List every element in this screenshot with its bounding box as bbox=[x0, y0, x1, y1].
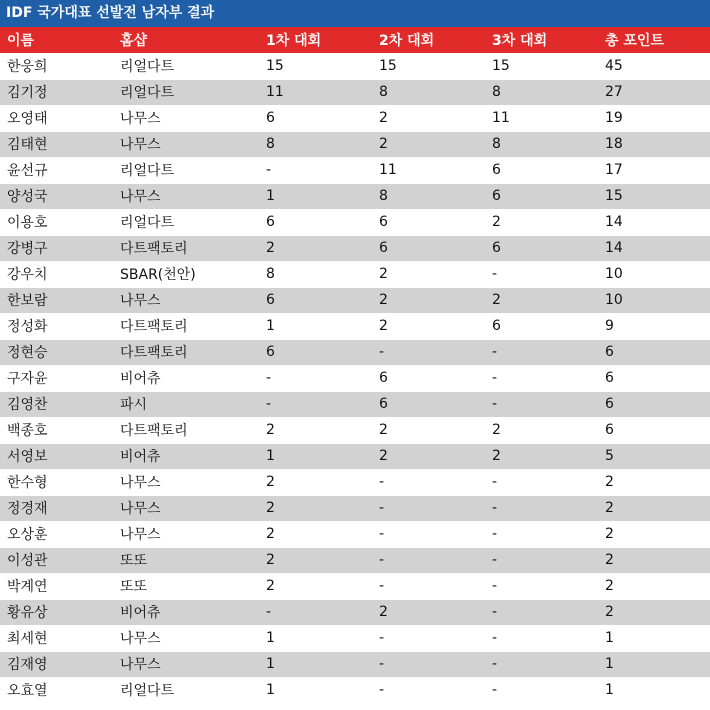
table-row bbox=[0, 183, 710, 209]
total-points-cell: 10 bbox=[598, 287, 710, 313]
round-2-points-cell: 2 bbox=[372, 105, 485, 131]
table-row bbox=[0, 261, 710, 287]
player-name-cell: 강우치 bbox=[0, 261, 113, 287]
home-shop-cell: 다트팩토리 bbox=[113, 417, 259, 443]
player-name-cell: 강병구 bbox=[0, 235, 113, 261]
home-shop-cell: 리얼다트 bbox=[113, 209, 259, 235]
player-name-cell: 김영찬 bbox=[0, 391, 113, 417]
round-3-points-cell: 11 bbox=[485, 105, 598, 131]
column-header-total-points: 총 포인트 bbox=[598, 27, 710, 53]
round-1-points-cell: 6 bbox=[259, 287, 372, 313]
player-name-cell: 양성국 bbox=[0, 183, 113, 209]
total-points-cell: 6 bbox=[598, 391, 710, 417]
round-2-points-cell: 2 bbox=[372, 313, 485, 339]
round-2-points-cell: - bbox=[372, 573, 485, 599]
round-3-points-cell: - bbox=[485, 365, 598, 391]
round-3-points-cell: 6 bbox=[485, 235, 598, 261]
home-shop-cell: 나무스 bbox=[113, 495, 259, 521]
player-name-cell: 오상훈 bbox=[0, 521, 113, 547]
round-2-points-cell: - bbox=[372, 469, 485, 495]
round-3-points-cell: - bbox=[485, 339, 598, 365]
round-2-points-cell: - bbox=[372, 651, 485, 677]
home-shop-cell: 다트팩토리 bbox=[113, 235, 259, 261]
round-2-points-cell: - bbox=[372, 547, 485, 573]
round-1-points-cell: 2 bbox=[259, 417, 372, 443]
round-2-points-cell: 6 bbox=[372, 235, 485, 261]
table-row bbox=[0, 287, 710, 313]
table-row bbox=[0, 235, 710, 261]
table-row bbox=[0, 313, 710, 339]
round-3-points-cell: - bbox=[485, 469, 598, 495]
results-table bbox=[0, 27, 710, 704]
round-3-points-cell: 2 bbox=[485, 287, 598, 313]
total-points-cell: 1 bbox=[598, 625, 710, 651]
round-1-points-cell: 2 bbox=[259, 521, 372, 547]
round-3-points-cell: - bbox=[485, 677, 598, 703]
round-1-points-cell: 6 bbox=[259, 339, 372, 365]
table-row bbox=[0, 651, 710, 677]
table-row bbox=[0, 469, 710, 495]
round-2-points-cell: 2 bbox=[372, 417, 485, 443]
round-3-points-cell: - bbox=[485, 495, 598, 521]
round-3-points-cell: 6 bbox=[485, 313, 598, 339]
round-3-points-cell: 2 bbox=[485, 209, 598, 235]
table-row bbox=[0, 131, 710, 157]
home-shop-cell: 리얼다트 bbox=[113, 79, 259, 105]
total-points-cell: 14 bbox=[598, 235, 710, 261]
player-name-cell: 박계연 bbox=[0, 573, 113, 599]
player-name-cell: 오영태 bbox=[0, 105, 113, 131]
table-row bbox=[0, 339, 710, 365]
table-row bbox=[0, 599, 710, 625]
home-shop-cell: 나무스 bbox=[113, 651, 259, 677]
round-1-points-cell: - bbox=[259, 157, 372, 183]
table-row bbox=[0, 521, 710, 547]
round-3-points-cell: - bbox=[485, 651, 598, 677]
results-body bbox=[0, 53, 710, 703]
player-name-cell: 정현승 bbox=[0, 339, 113, 365]
round-1-points-cell: 1 bbox=[259, 651, 372, 677]
home-shop-cell: 나무스 bbox=[113, 105, 259, 131]
column-header-round-3: 3차 대회 bbox=[485, 27, 598, 53]
round-3-points-cell: - bbox=[485, 625, 598, 651]
round-1-points-cell: 2 bbox=[259, 469, 372, 495]
player-name-cell: 정성화 bbox=[0, 313, 113, 339]
round-2-points-cell: - bbox=[372, 339, 485, 365]
round-1-points-cell: 15 bbox=[259, 53, 372, 79]
total-points-cell: 2 bbox=[598, 495, 710, 521]
player-name-cell: 이용호 bbox=[0, 209, 113, 235]
home-shop-cell: 나무스 bbox=[113, 625, 259, 651]
round-2-points-cell: - bbox=[372, 625, 485, 651]
player-name-cell: 한수형 bbox=[0, 469, 113, 495]
player-name-cell: 서영보 bbox=[0, 443, 113, 469]
round-2-points-cell: 6 bbox=[372, 209, 485, 235]
round-3-points-cell: - bbox=[485, 521, 598, 547]
total-points-cell: 6 bbox=[598, 417, 710, 443]
player-name-cell: 황유상 bbox=[0, 599, 113, 625]
home-shop-cell: 파시 bbox=[113, 391, 259, 417]
player-name-cell: 김기정 bbox=[0, 79, 113, 105]
round-1-points-cell: 1 bbox=[259, 443, 372, 469]
total-points-cell: 2 bbox=[598, 599, 710, 625]
total-points-cell: 2 bbox=[598, 573, 710, 599]
round-2-points-cell: - bbox=[372, 677, 485, 703]
column-header-home-shop: 홈샵 bbox=[113, 27, 259, 53]
home-shop-cell: 나무스 bbox=[113, 183, 259, 209]
table-row bbox=[0, 547, 710, 573]
round-2-points-cell: 15 bbox=[372, 53, 485, 79]
home-shop-cell: 나무스 bbox=[113, 287, 259, 313]
player-name-cell: 이성관 bbox=[0, 547, 113, 573]
round-3-points-cell: - bbox=[485, 573, 598, 599]
round-1-points-cell: 2 bbox=[259, 235, 372, 261]
table-row bbox=[0, 53, 710, 79]
round-1-points-cell: 8 bbox=[259, 261, 372, 287]
round-3-points-cell: - bbox=[485, 599, 598, 625]
round-1-points-cell: 11 bbox=[259, 79, 372, 105]
total-points-cell: 18 bbox=[598, 131, 710, 157]
round-1-points-cell: - bbox=[259, 391, 372, 417]
round-1-points-cell: 6 bbox=[259, 105, 372, 131]
round-2-points-cell: 8 bbox=[372, 183, 485, 209]
home-shop-cell: 다트팩토리 bbox=[113, 313, 259, 339]
home-shop-cell: 리얼다트 bbox=[113, 677, 259, 703]
total-points-cell: 5 bbox=[598, 443, 710, 469]
round-1-points-cell: - bbox=[259, 365, 372, 391]
round-1-points-cell: 2 bbox=[259, 547, 372, 573]
player-name-cell: 김태현 bbox=[0, 131, 113, 157]
round-2-points-cell: 8 bbox=[372, 79, 485, 105]
round-2-points-cell: 2 bbox=[372, 131, 485, 157]
round-2-points-cell: - bbox=[372, 521, 485, 547]
player-name-cell: 구자윤 bbox=[0, 365, 113, 391]
total-points-cell: 9 bbox=[598, 313, 710, 339]
home-shop-cell: 또또 bbox=[113, 547, 259, 573]
total-points-cell: 2 bbox=[598, 547, 710, 573]
home-shop-cell: 나무스 bbox=[113, 469, 259, 495]
column-header-round-1: 1차 대회 bbox=[259, 27, 372, 53]
round-1-points-cell: 1 bbox=[259, 677, 372, 703]
table-header-row bbox=[0, 27, 710, 53]
home-shop-cell: 비어츄 bbox=[113, 365, 259, 391]
table-row bbox=[0, 625, 710, 651]
home-shop-cell: 리얼다트 bbox=[113, 157, 259, 183]
page-title: IDF 국가대표 선발전 남자부 결과 bbox=[0, 0, 710, 27]
round-3-points-cell: 2 bbox=[485, 443, 598, 469]
home-shop-cell: 비어츄 bbox=[113, 599, 259, 625]
player-name-cell: 한보람 bbox=[0, 287, 113, 313]
round-3-points-cell: 8 bbox=[485, 79, 598, 105]
total-points-cell: 45 bbox=[598, 53, 710, 79]
total-points-cell: 2 bbox=[598, 469, 710, 495]
table-row bbox=[0, 209, 710, 235]
table-row bbox=[0, 417, 710, 443]
round-3-points-cell: 2 bbox=[485, 417, 598, 443]
total-points-cell: 15 bbox=[598, 183, 710, 209]
total-points-cell: 19 bbox=[598, 105, 710, 131]
total-points-cell: 1 bbox=[598, 651, 710, 677]
round-3-points-cell: - bbox=[485, 391, 598, 417]
round-2-points-cell: 11 bbox=[372, 157, 485, 183]
home-shop-cell: SBAR(천안) bbox=[113, 261, 259, 287]
round-3-points-cell: 6 bbox=[485, 183, 598, 209]
round-1-points-cell: 2 bbox=[259, 573, 372, 599]
round-2-points-cell: 6 bbox=[372, 365, 485, 391]
total-points-cell: 6 bbox=[598, 339, 710, 365]
round-3-points-cell: - bbox=[485, 261, 598, 287]
total-points-cell: 2 bbox=[598, 521, 710, 547]
table-row bbox=[0, 573, 710, 599]
table-row bbox=[0, 365, 710, 391]
table-row bbox=[0, 391, 710, 417]
round-1-points-cell: 6 bbox=[259, 209, 372, 235]
round-2-points-cell: 2 bbox=[372, 261, 485, 287]
total-points-cell: 17 bbox=[598, 157, 710, 183]
player-name-cell: 정경재 bbox=[0, 495, 113, 521]
player-name-cell: 윤선규 bbox=[0, 157, 113, 183]
home-shop-cell: 나무스 bbox=[113, 521, 259, 547]
round-3-points-cell: - bbox=[485, 547, 598, 573]
home-shop-cell: 리얼다트 bbox=[113, 53, 259, 79]
table-row bbox=[0, 443, 710, 469]
round-1-points-cell: 2 bbox=[259, 495, 372, 521]
round-2-points-cell: - bbox=[372, 495, 485, 521]
round-2-points-cell: 6 bbox=[372, 391, 485, 417]
home-shop-cell: 비어츄 bbox=[113, 443, 259, 469]
table-row bbox=[0, 105, 710, 131]
home-shop-cell: 나무스 bbox=[113, 131, 259, 157]
round-1-points-cell: - bbox=[259, 599, 372, 625]
total-points-cell: 27 bbox=[598, 79, 710, 105]
total-points-cell: 1 bbox=[598, 677, 710, 703]
round-3-points-cell: 8 bbox=[485, 131, 598, 157]
round-1-points-cell: 1 bbox=[259, 183, 372, 209]
column-header-name: 이름 bbox=[0, 27, 113, 53]
round-1-points-cell: 1 bbox=[259, 625, 372, 651]
total-points-cell: 10 bbox=[598, 261, 710, 287]
home-shop-cell: 다트팩토리 bbox=[113, 339, 259, 365]
total-points-cell: 6 bbox=[598, 365, 710, 391]
player-name-cell: 오효열 bbox=[0, 677, 113, 703]
table-row bbox=[0, 79, 710, 105]
total-points-cell: 14 bbox=[598, 209, 710, 235]
player-name-cell: 백종호 bbox=[0, 417, 113, 443]
round-1-points-cell: 1 bbox=[259, 313, 372, 339]
table-row bbox=[0, 495, 710, 521]
round-2-points-cell: 2 bbox=[372, 443, 485, 469]
player-name-cell: 최세현 bbox=[0, 625, 113, 651]
column-header-round-2: 2차 대회 bbox=[372, 27, 485, 53]
table-row bbox=[0, 157, 710, 183]
round-1-points-cell: 8 bbox=[259, 131, 372, 157]
player-name-cell: 김재영 bbox=[0, 651, 113, 677]
round-3-points-cell: 6 bbox=[485, 157, 598, 183]
round-2-points-cell: 2 bbox=[372, 287, 485, 313]
round-3-points-cell: 15 bbox=[485, 53, 598, 79]
table-row bbox=[0, 677, 710, 703]
home-shop-cell: 또또 bbox=[113, 573, 259, 599]
player-name-cell: 한웅희 bbox=[0, 53, 113, 79]
round-2-points-cell: 2 bbox=[372, 599, 485, 625]
